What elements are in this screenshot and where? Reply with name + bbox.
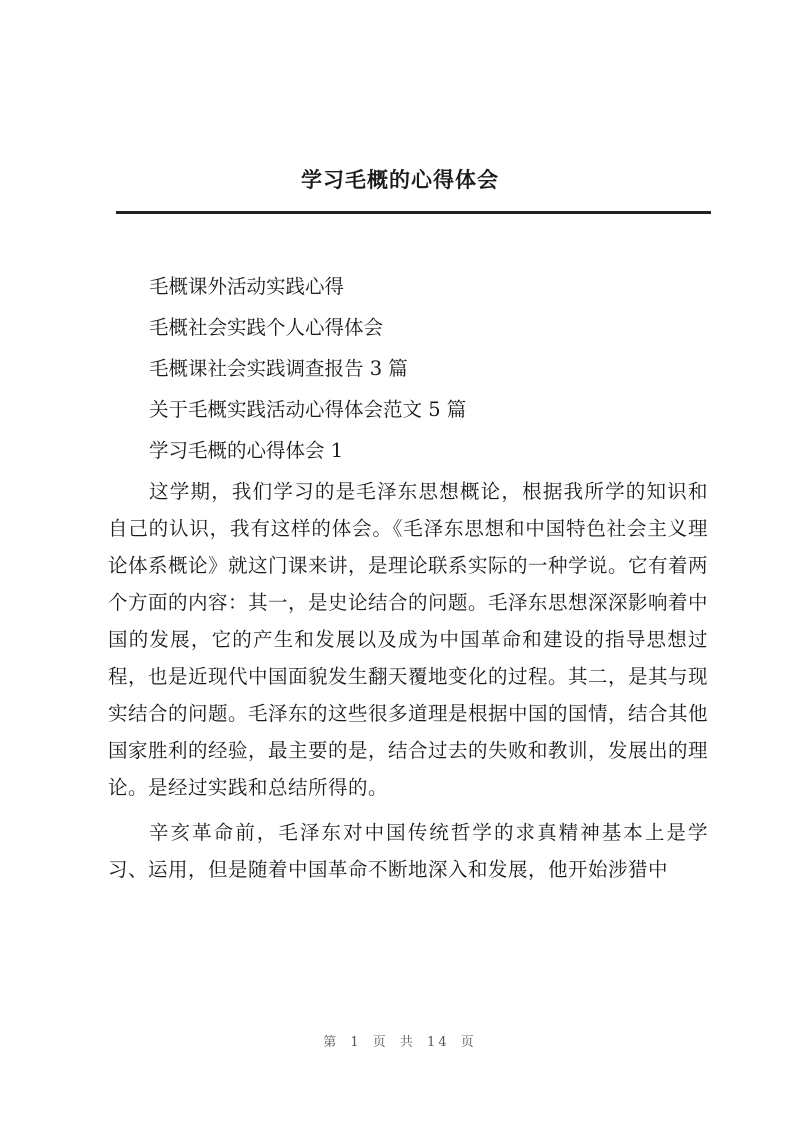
toc-item: 毛概社会实践个人心得体会 xyxy=(149,316,384,339)
document-body xyxy=(108,268,708,896)
toc-item: 毛概课外活动实践心得 xyxy=(149,275,345,298)
document-title: 学习毛概的心得体会 xyxy=(301,168,499,192)
toc-item: 关于毛概实践活动心得体会范文 5 篇 xyxy=(149,398,467,421)
toc-item: 学习毛概的心得体会 1 xyxy=(149,439,344,462)
body-paragraph: 这学期，我们学习的是毛泽东思想概论，根据我所学的知识和自己的认识，我有这样的体会。《毛泽东思想和中国特色社会主义理论体系概论》就这门课来讲，是理论联系实际的一种学说。它有着两个方面的内容：其一，是史论结合的问题。毛泽东思想深深影响着中国的发展，它的产生和发展以及成为中国革命和建设的指导思想过程，也是近现代中国面貌发生翻天覆地变化的过程。其二，是其与现实结合的问题。毛泽东的这些很多道理是根据中国的国情，结合其他国家胜利的经验，最主要的是，结合过去的失败和教训，发展出的理论。是经过实践和总结所得的。 xyxy=(108,480,709,799)
title-divider xyxy=(116,211,711,214)
body-paragraph: 辛亥革命前，毛泽东对中国传统哲学的求真精神基本上是学习、运用，但是随着中国革命不断地深入和发展，他开始涉猎中 xyxy=(108,821,708,881)
page-number-footer: 第 1 页 共 14 页 xyxy=(323,1035,477,1050)
toc-item: 毛概课社会实践调查报告 3 篇 xyxy=(149,357,408,380)
